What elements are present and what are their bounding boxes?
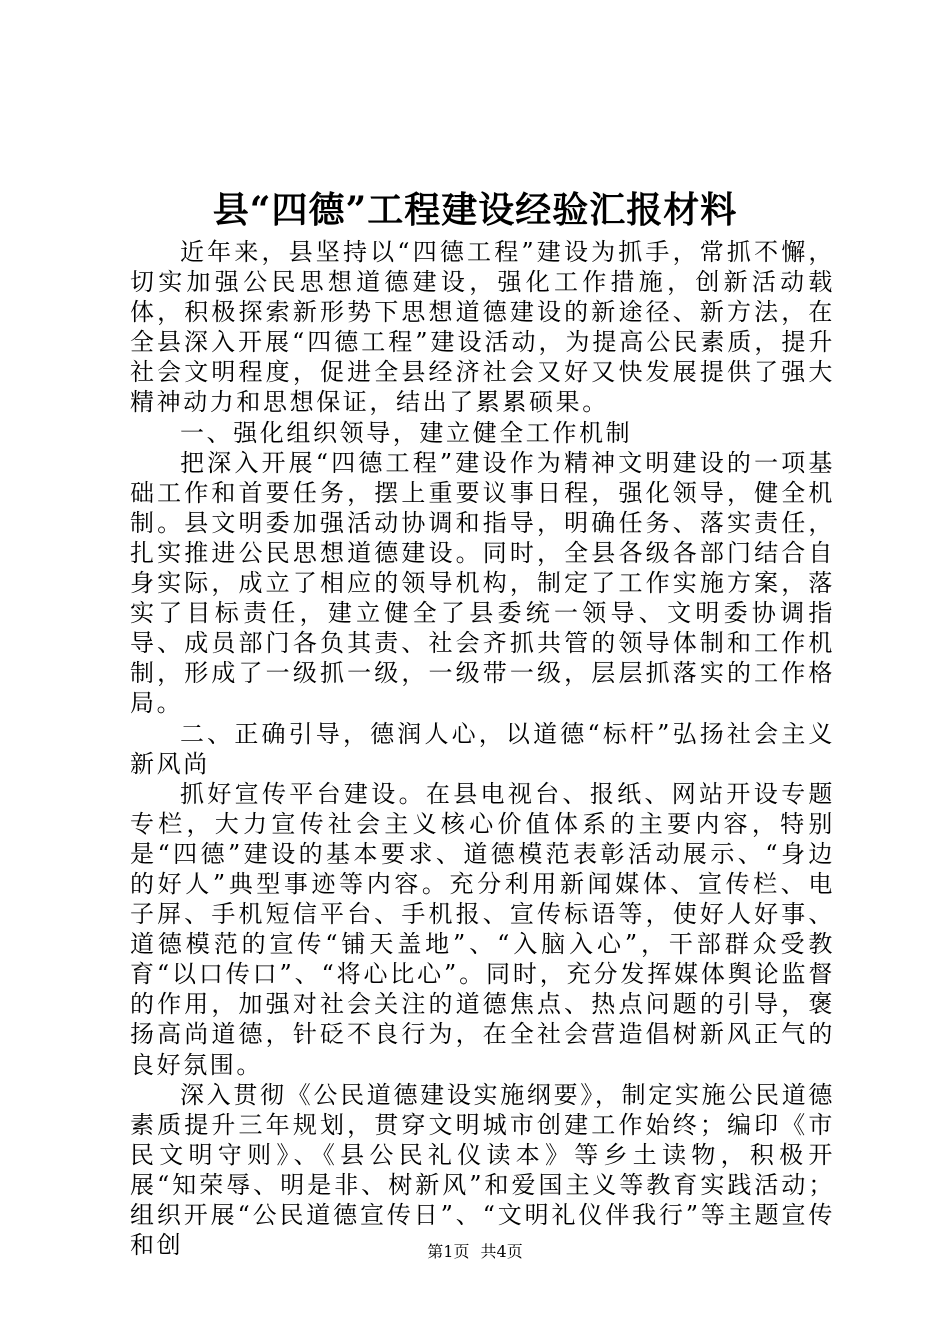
section-heading-1: 一、强化组织领导，建立健全工作机制 (180, 418, 633, 447)
document-body (130, 237, 835, 1260)
document-title: 县“四德”工程建设经验汇报材料 (212, 189, 738, 231)
page-footer (0, 1242, 950, 1262)
page-number: 第1页 (427, 1242, 470, 1261)
paragraph-intro: 近年来，县坚持以“四德工程”建设为抓手，常抓不懈，切实加强公民思想道德建设，强化工作措施，创新活动载体，积极探索新形势下思想道德建设的新途径、新方法，在全县深入开展“四德工程”建设活动，为提高公民素质，提升社会文明程度，促进全县经济社会又好又快发展提供了强大精神动力和思想保证，结出了累累硕果。 (130, 238, 835, 417)
paragraph-publicity: 抓好宣传平台建设。在县电视台、报纸、网站开设专题专栏，大力宣传社会主义核心价值体系的主要内容，特别是“四德”建设的基本要求、道德模范表彰活动展示、“身边的好人”典型事迹等内容。充分利用新闻媒体、宣传栏、电子屏、手机短信平台、手机报、宣传标语等，使好人好事、道德模范的宣传“铺天盖地”、“入脑入心”，干部群众受教育“以口传口”、“将心比心”。同时，充分发挥媒体舆论监督的作用，加强对社会关注的道德焦点、热点问题的引导，褒扬高尚道德，针砭不良行为，在全社会营造倡树新风正气的良好氛围。 (130, 779, 835, 1079)
page-total: 共4页 (480, 1242, 523, 1261)
paragraph-section-1: 把深入开展“四德工程”建设作为精神文明建设的一项基础工作和首要任务，摆上重要议事日程，强化领导，健全机制。县文明委加强活动协调和指导，明确任务、落实责任，扎实推进公民思想道德建设。同时，全县各级各部门结合自身实际，成立了相应的领导机构，制定了工作实施方案，落实了目标责任，建立健全了县委统一领导、文明委协调指导、成员部门各负其责、社会齐抓共管的领导体制和工作机制，形成了一级抓一级，一级带一级，层层抓落实的工作格局。 (130, 448, 835, 718)
paragraph-implementation: 深入贯彻《公民道德建设实施纲要》，制定实施公民道德素质提升三年规划，贯穿文明城市创建工作始终；编印《市民文明守则》、《县公民礼仪读本》等乡土读物，积极开展“知荣辱、明是非、树新风”和爱国主义等教育实践活动；组织开展“公民道德宣传日”、“文明礼仪伴我行”等主题宣传和创 (130, 1080, 835, 1260)
section-heading-2: 二、正确引导，德润人心，以道德“标杆”弘扬社会主义新风尚 (130, 719, 835, 778)
